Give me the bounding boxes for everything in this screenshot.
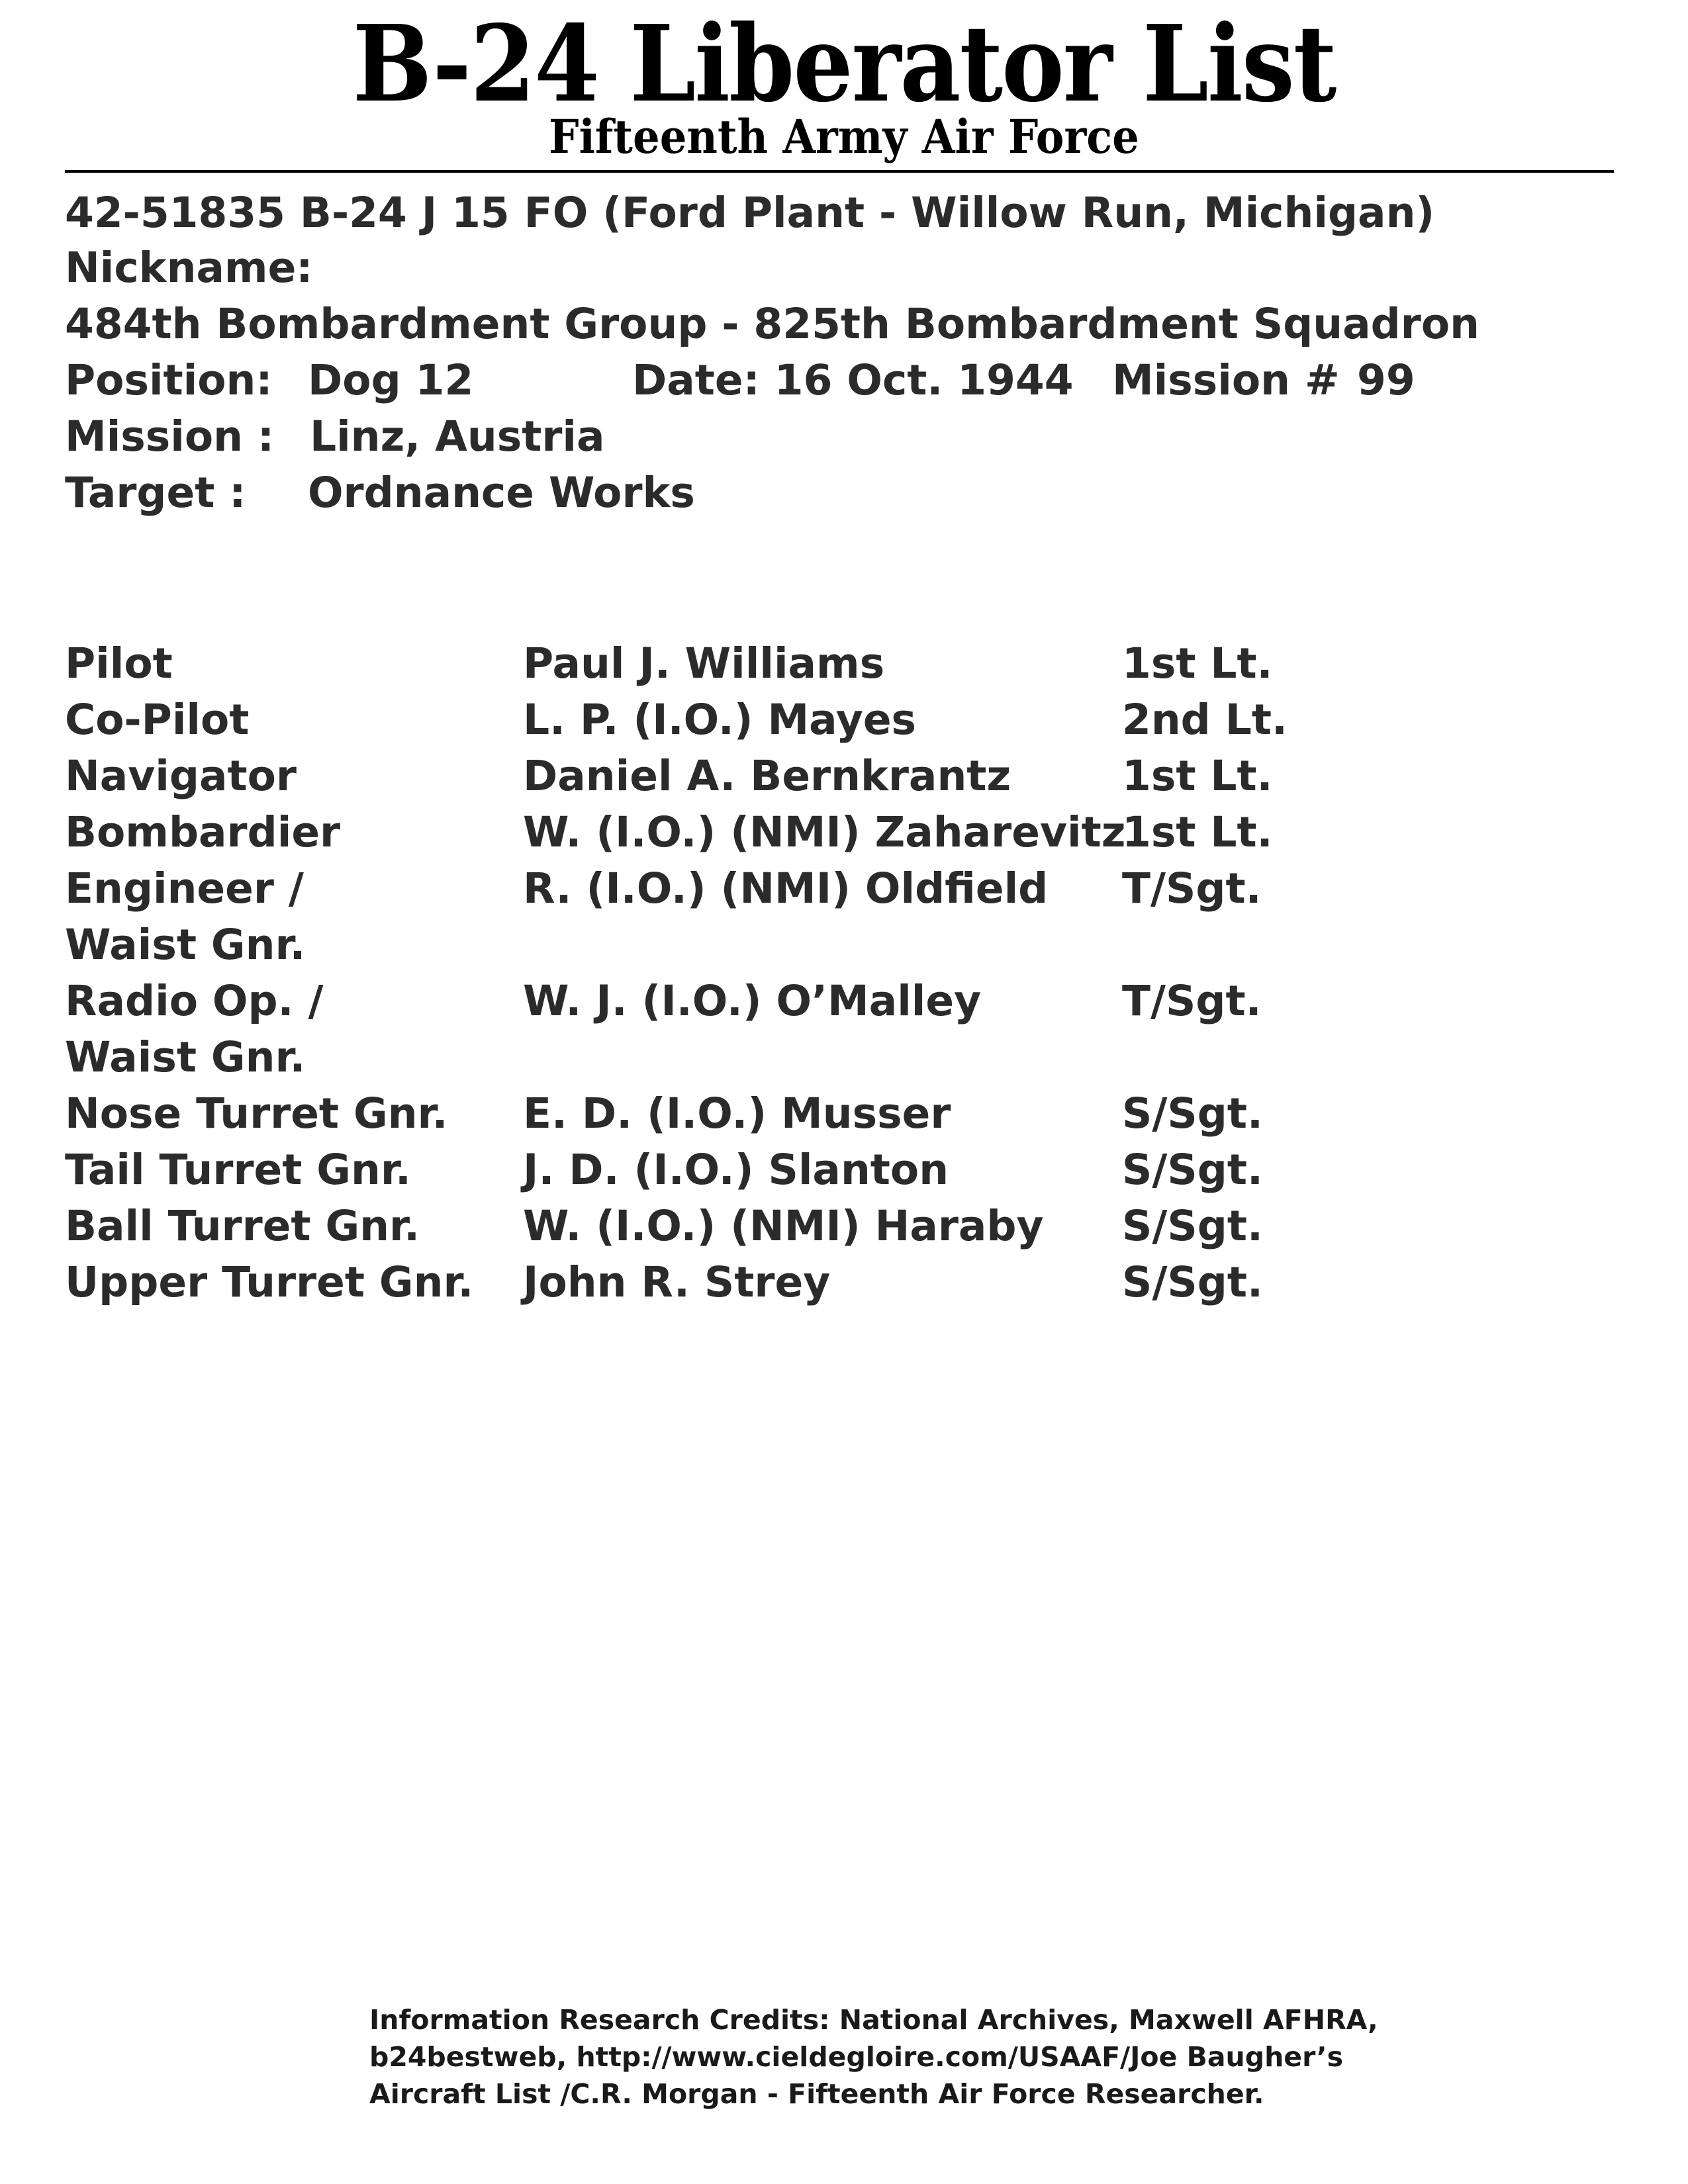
crew-name: L. P. (I.O.) Mayes: [523, 696, 917, 744]
crew-name: Daniel A. Bernkrantz: [523, 752, 1011, 800]
position-value: Dog 12: [308, 356, 474, 404]
crew-role: Pilot: [65, 639, 173, 688]
target-value: Ordnance Works: [308, 469, 695, 517]
crew-rank: 1st Lt.: [1122, 639, 1273, 688]
aircraft-serial-line: 42-51835 B-24 J 15 FO (Ford Plant - Willow Run, Michigan): [65, 189, 1435, 237]
crew-role-continued: Waist Gnr.: [65, 921, 306, 969]
crew-role: Navigator: [65, 752, 297, 800]
crew-rank: 2nd Lt.: [1122, 696, 1288, 744]
mission-label: Mission :: [65, 412, 275, 461]
crew-rank: 1st Lt.: [1122, 808, 1273, 856]
mission-value: Linz, Austria: [310, 412, 605, 461]
credits-line: Information Research Credits: National Archives, Maxwell AFHRA,: [369, 2004, 1378, 2036]
unit-line: 484th Bombardment Group - 825th Bombardment Squadron: [65, 300, 1479, 348]
crew-role: Upper Turret Gnr.: [65, 1258, 474, 1306]
mission-number-value: 99: [1357, 356, 1415, 404]
crew-rank: S/Sgt.: [1122, 1146, 1263, 1194]
crew-rank: T/Sgt.: [1122, 864, 1262, 913]
research-credits: [369, 2001, 1495, 2113]
crew-rank: S/Sgt.: [1122, 1202, 1263, 1250]
crew-name: John R. Strey: [523, 1258, 831, 1306]
crew-name: Paul J. Williams: [523, 639, 885, 688]
crew-role: Nose Turret Gnr.: [65, 1089, 448, 1138]
page-subtitle: Fifteenth Army Air Force: [549, 110, 1139, 165]
credits-line: Aircraft List /C.R. Morgan - Fifteenth Air Force Researcher.: [369, 2078, 1264, 2110]
crew-rank: 1st Lt.: [1122, 752, 1273, 800]
crew-name: W. (I.O.) (NMI) Haraby: [523, 1202, 1044, 1250]
mission-number-label: Mission #: [1112, 356, 1340, 404]
position-label: Position:: [65, 356, 273, 404]
crew-role: Ball Turret Gnr.: [65, 1202, 420, 1250]
crew-rank: T/Sgt.: [1122, 977, 1262, 1025]
crew-role: Co-Pilot: [65, 696, 250, 744]
crew-name: W. (I.O.) (NMI) Zaharevitz: [523, 808, 1126, 856]
crew-name: E. D. (I.O.) Musser: [523, 1089, 951, 1138]
page-title: B-24 Liberator List: [352, 3, 1336, 126]
date-text: Date: 16 Oct. 1944: [632, 356, 1074, 404]
crew-rank: S/Sgt.: [1122, 1089, 1263, 1138]
crew-name: R. (I.O.) (NMI) Oldfield: [523, 864, 1049, 913]
crew-rank: S/Sgt.: [1122, 1258, 1263, 1306]
crew-role: Bombardier: [65, 808, 341, 856]
crew-role: Tail Turret Gnr.: [65, 1146, 411, 1194]
target-label: Target :: [65, 469, 246, 517]
nickname-label: Nickname:: [65, 244, 313, 292]
crew-name: J. D. (I.O.) Slanton: [523, 1146, 949, 1194]
credits-line: b24bestweb, http://www.cieldegloire.com/USAAF/Joe Baugher’s: [369, 2041, 1344, 2073]
crew-role: Engineer /: [65, 864, 304, 913]
header-divider: [65, 170, 1614, 173]
crew-role-continued: Waist Gnr.: [65, 1033, 306, 1081]
crew-name: W. J. (I.O.) O’Malley: [523, 977, 982, 1025]
crew-role: Radio Op. /: [65, 977, 324, 1025]
